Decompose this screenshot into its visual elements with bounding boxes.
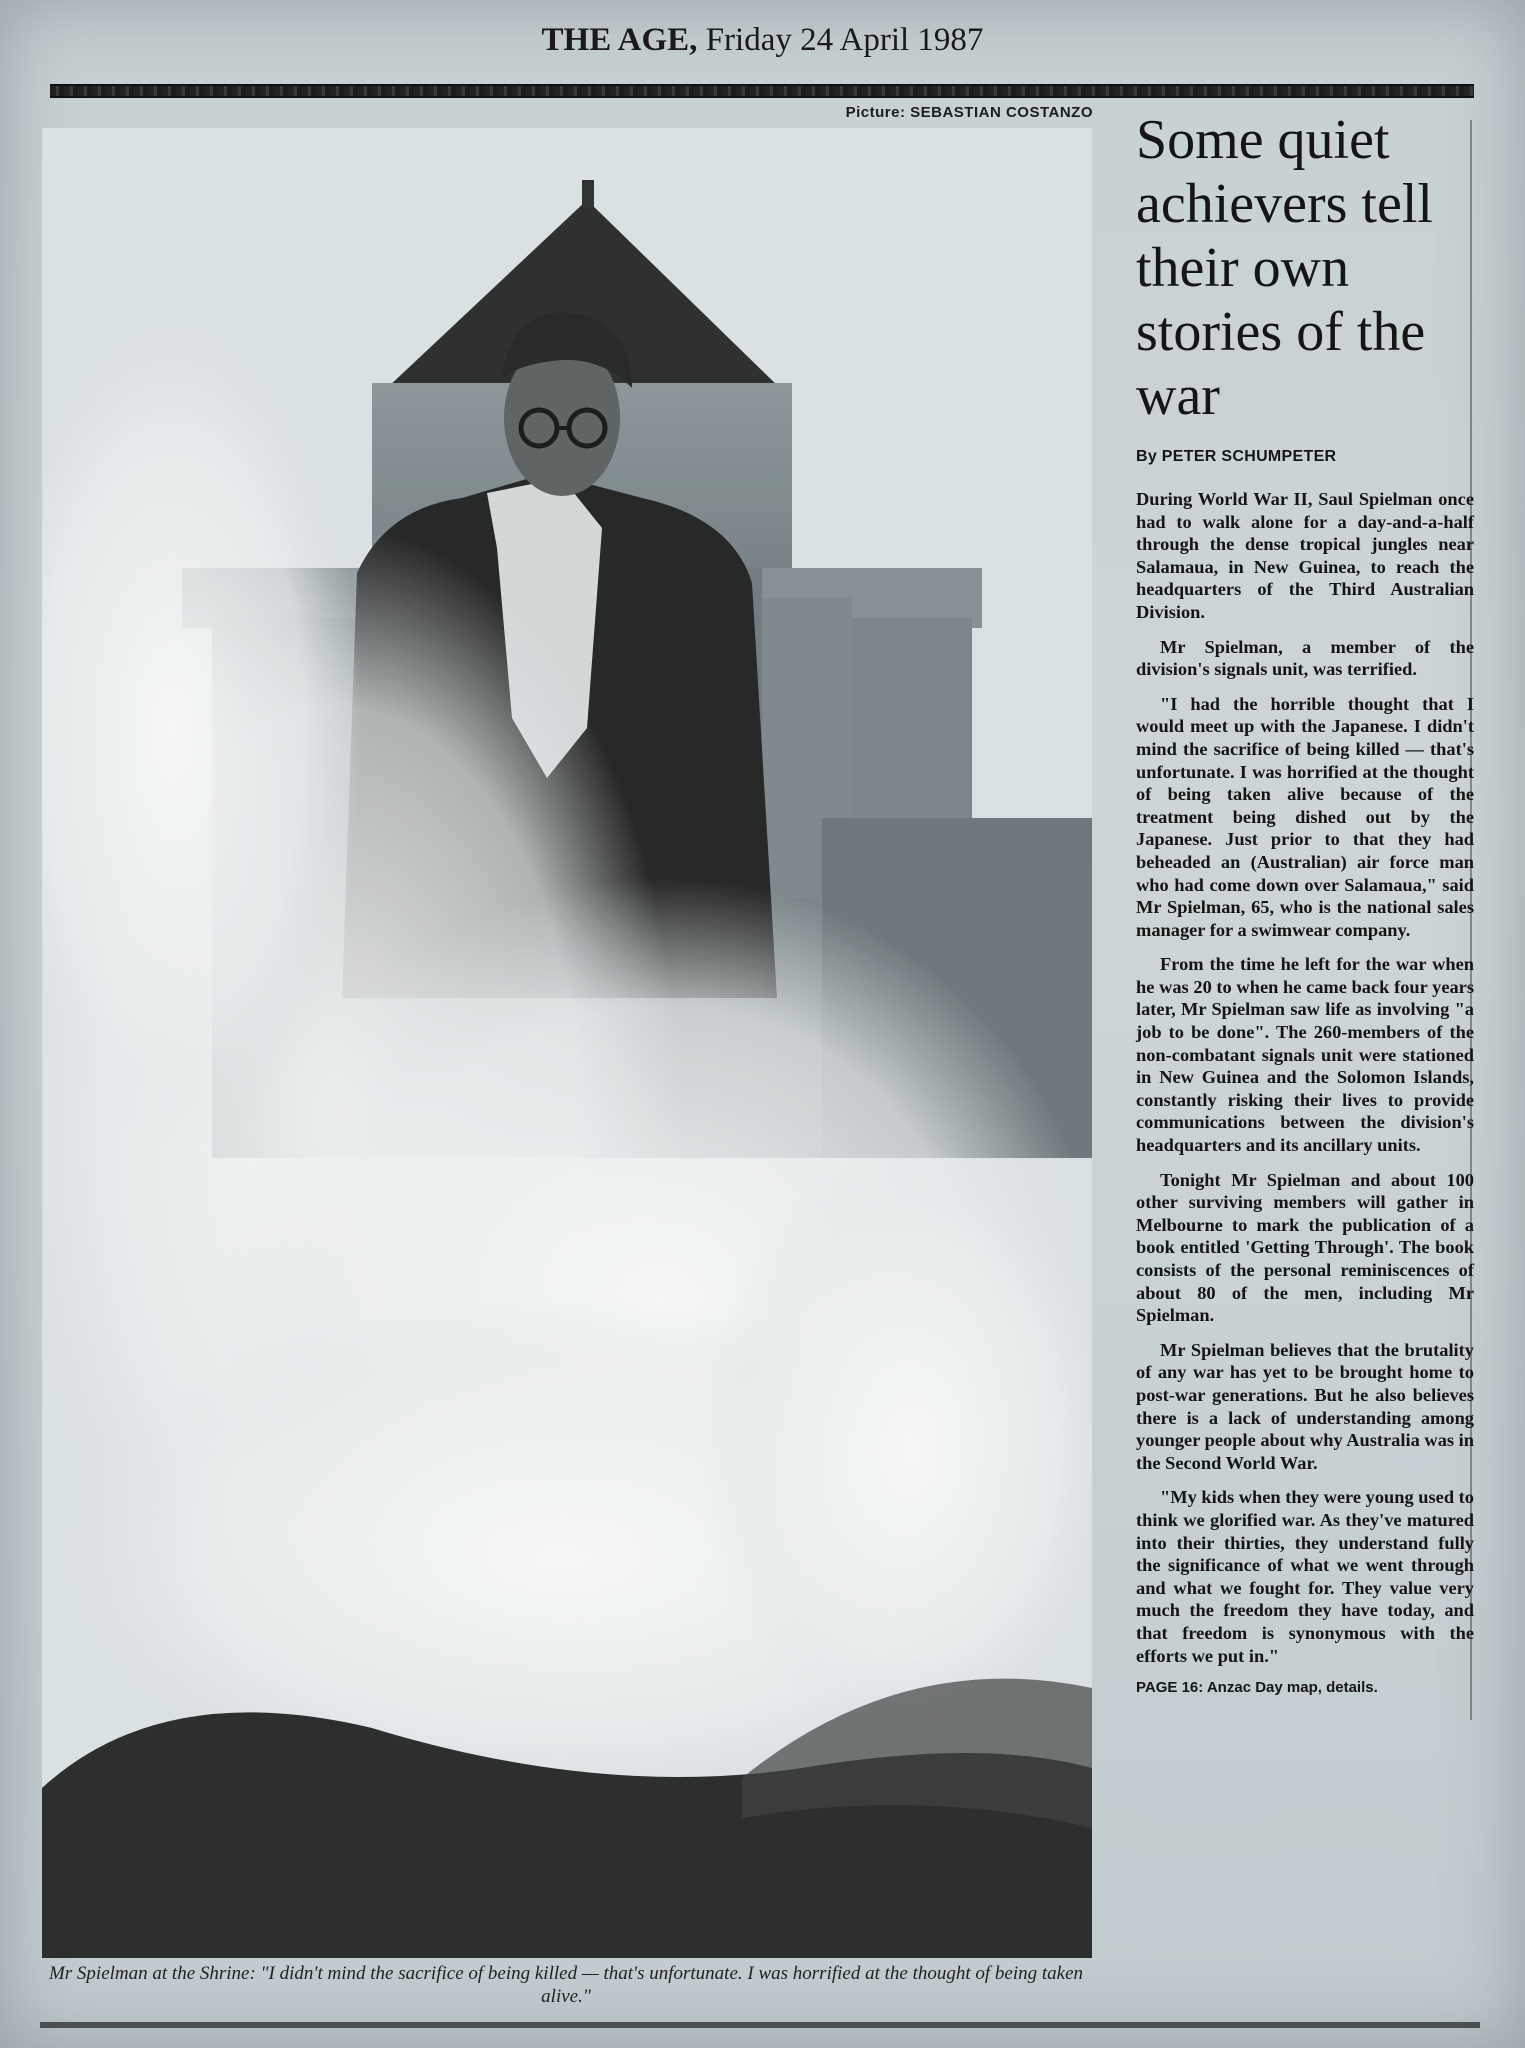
article-paragraph: "I had the horrible thought that I would meet up with the Japanese. I didn't mind the sacrifice of being killed — that's unfortunate. I was horrified at the thought of being taken alive because of the treatment being dished out by the Japanese. Just prior to that they had beheaded an (Australian) air force man who had come down over Salamaua," said Mr Spielman, 65, who is the national sales manager for a swimwear company. (1136, 693, 1474, 940)
masthead-paper-name: THE AGE, (541, 22, 698, 58)
byline: By PETER SCHUMPETER (1136, 448, 1337, 465)
masthead-date: Friday 24 April 1987 (705, 22, 984, 58)
article-paragraph: Mr Spielman, a member of the division's signals unit, was terrified. (1136, 636, 1474, 680)
shrine-photograph (42, 128, 1092, 1958)
article-column (1136, 108, 1474, 1696)
masthead-rule (50, 84, 1474, 98)
article-paragraph: "My kids when they were young used to think we glorified war. As they've matured into their thirties, they understand fully the significance of what we went through and what we fought for. They value very much the freedom they have today, and that freedom is synonymous with the efforts we put in." (1136, 1487, 1474, 1666)
article-paragraph: From the time he left for the war when he was 20 to when he came back four years later, Mr Spielman saw life as involving "a job to be done". The 260-members of the non-combatant signals unit were stationed in New Guinea and the Solomon Islands, constantly risking their lives to provide communications between the division's headquarters and its ancillary units. (1136, 954, 1474, 1156)
article-paragraph: Tonight Mr Spielman and about 100 other surviving members will gather in Melbourne to mark the publication of a book entitled 'Getting Through'. The book consists of the personal reminiscences of about 80 of the men, including Mr Spielman. (1136, 1169, 1474, 1326)
article-paragraph: During World War II, Saul Spielman once had to walk alone for a day-and-a-half through the dense tropical jungles near Salamaua, in New Guinea, to reach the headquarters of the Third Australian Division. (1136, 489, 1474, 622)
masthead (0, 22, 1525, 59)
photograph-image (42, 128, 1092, 1958)
photo-caption: Mr Spielman at the Shrine: "I didn't mind the sacrifice of being killed — that's unfortunate. I was horrified at the thought of being taken alive." (48, 1963, 1084, 2007)
photo-credit: Picture: SEBASTIAN COSTANZO (845, 104, 1093, 121)
headline: Some quiet achievers tell their own stories of the war (1136, 109, 1433, 427)
article-paragraph: Mr Spielman believes that the brutality of any war has yet to be brought home to post-war generations. But he also believes there is a lack of understanding among younger people about why Australia was in the Second World War. (1136, 1339, 1474, 1473)
bottom-rule (40, 2022, 1480, 2028)
page-reference: PAGE 16: Anzac Day map, details. (1136, 1679, 1378, 1697)
